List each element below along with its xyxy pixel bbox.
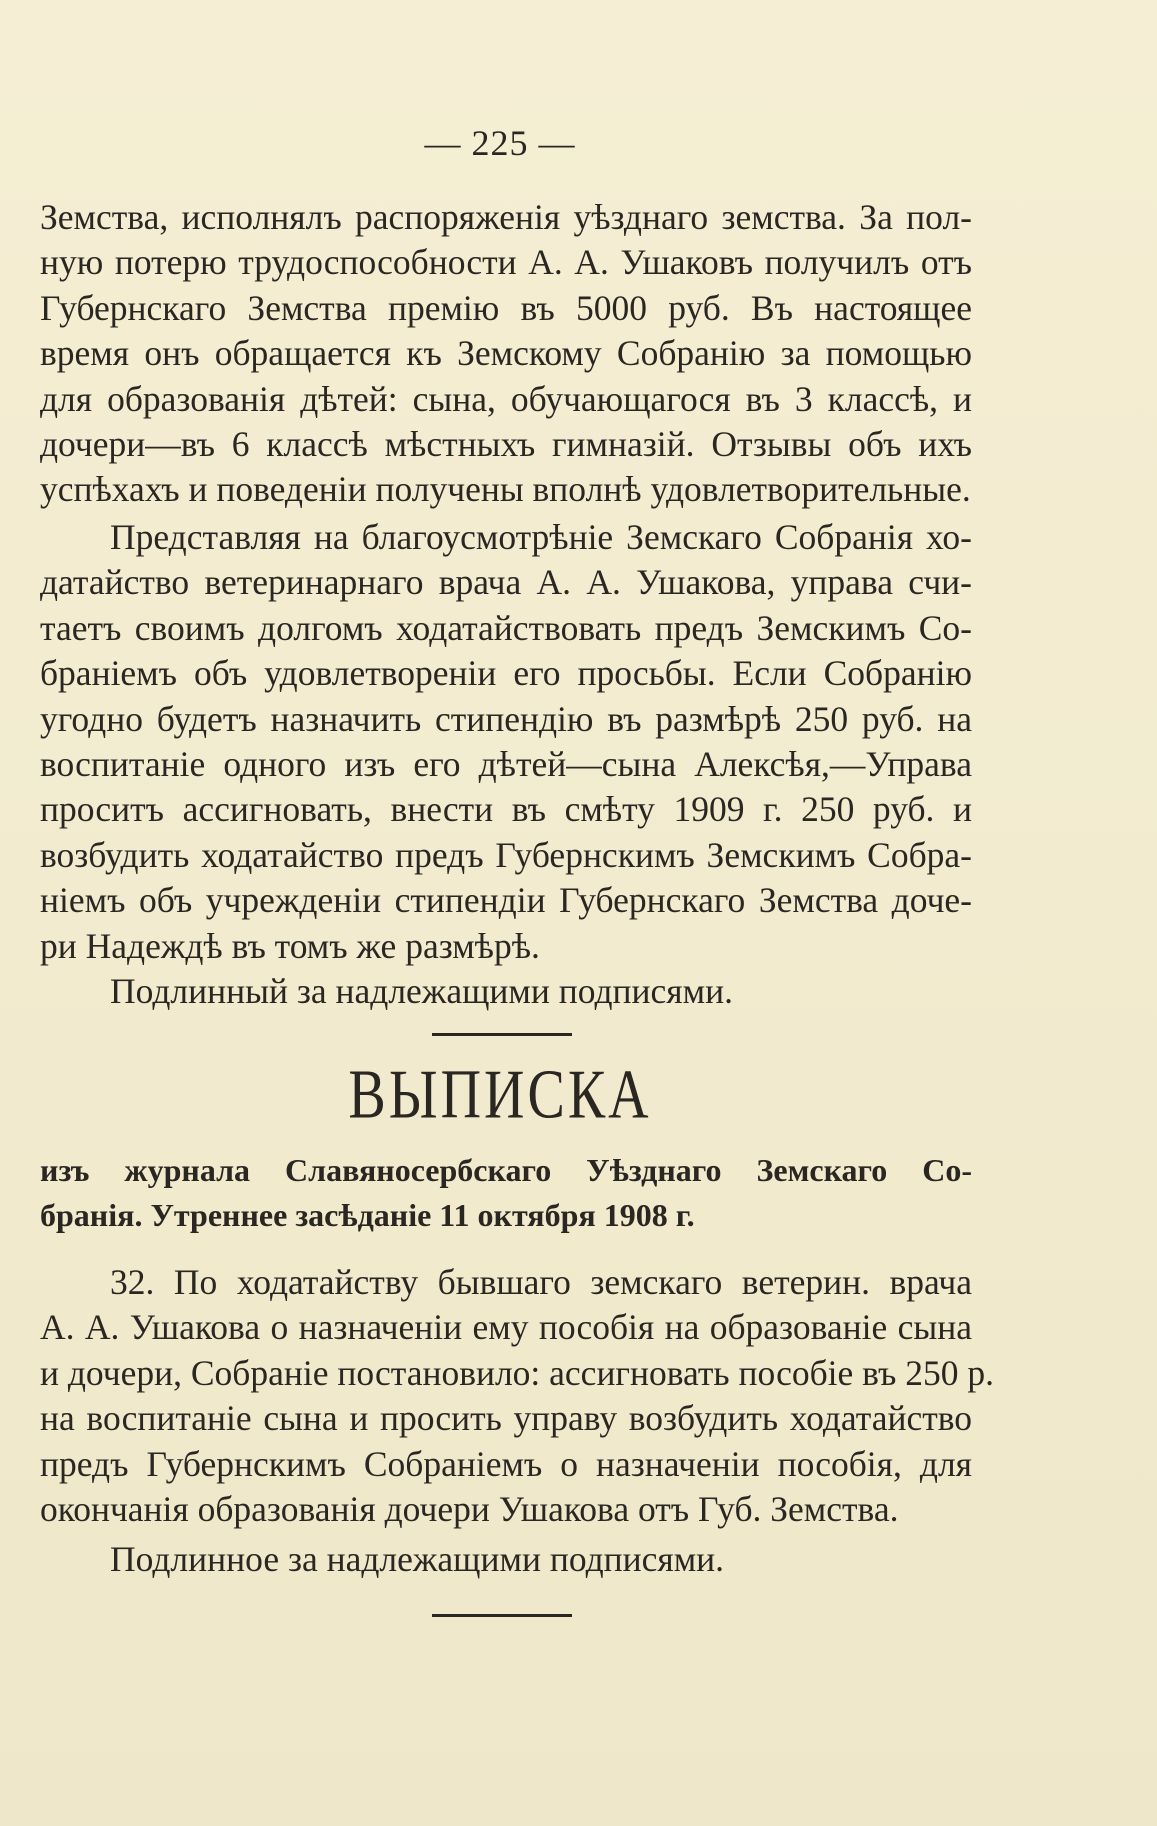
subheading-line: бранія. Утреннее засѣданіе 11 октября 1908 г. [40,1197,695,1234]
text-line: возбудить ходатайство предъ Губернскимъ Земскимъ Собра- [40,834,972,875]
divider-rule [432,1614,572,1617]
section-heading: ВЫПИСКА [348,1056,652,1134]
text-line: угодно будетъ назначить стипендію въ размѣрѣ 250 руб. на [40,698,972,739]
divider-rule [432,1033,572,1036]
text-line: и дочери, Собраніе постановило: ассигновать пособіе въ 250 р. [40,1352,995,1393]
text-line: таетъ своимъ долгомъ ходатайствовать предъ Земскимъ Со- [40,607,972,648]
text-line: время онъ обращается къ Земскому Собранію за помощью [40,333,972,374]
page-number: — 225 — [424,123,576,163]
signature-line: Подлинное за надлежащими подписями. [110,1539,725,1579]
text-line: датайство ветеринарнаго врача А. А. Ушакова, управа счи- [40,562,972,603]
text-line: окончанія образованія дочери Ушакова отъ Губ. Земства. [40,1488,899,1529]
text-line: ри Надеждѣ въ томъ же размѣрѣ. [40,925,540,966]
signature-line: Подлинный за надлежащими подписями. [110,970,733,1011]
paragraph-request [40,515,972,1014]
text-line: Представляя на благоусмотрѣніе Земскаго Собранія хо- [110,517,972,557]
subheading-line: изъ журнала Славяносербскаго Уѣзднаго Земскаго Со- [40,1152,972,1188]
section-subheading [40,1147,972,1238]
text-line: воспитаніе одного изъ его дѣтей—сына Алексѣя,—Управа [40,743,972,784]
text-line: 32. По ходатайству бывшаго земскаго ветерин. врача [110,1262,972,1302]
paragraph-resolution [40,1260,995,1532]
text-line: дочери—въ 6 классѣ мѣстныхъ гимназій. Отзывы объ ихъ [40,423,972,464]
text-line: ную потерю трудоспособности А. А. Ушаковъ получилъ отъ [40,242,972,283]
text-line: Губернскаго Земства премію въ 5000 руб. Въ настоящее [40,287,972,328]
text-line: проситъ ассигновать, внести въ смѣту 1909 г. 250 руб. и [40,789,972,830]
paragraph-continuation [40,195,972,513]
text-line: А. А. Ушакова о назначеніи ему пособія на образованіе сына [40,1307,972,1348]
text-line: успѣхахъ и поведеніи получены вполнѣ удовлетворительные. [40,469,971,510]
text-line: для образованія дѣтей: сына, обучающагося въ 3 классѣ, и [40,378,972,419]
text-line: предъ Губернскимъ Собраніемъ о назначеніи пособія, для [40,1443,972,1484]
text-line: Земства, исполнялъ распоряженія уѣзднаго земства. За пол- [40,197,972,237]
text-line: на воспитаніе сына и просить управу возбудить ходатайство [40,1398,972,1439]
text-line: браніемъ объ удовлетвореніи его просьбы. Если Собранію [40,653,972,694]
text-line: ніемъ объ учрежденіи стипендіи Губернскаго Земства доче- [40,880,972,921]
signature-block [40,1537,972,1582]
